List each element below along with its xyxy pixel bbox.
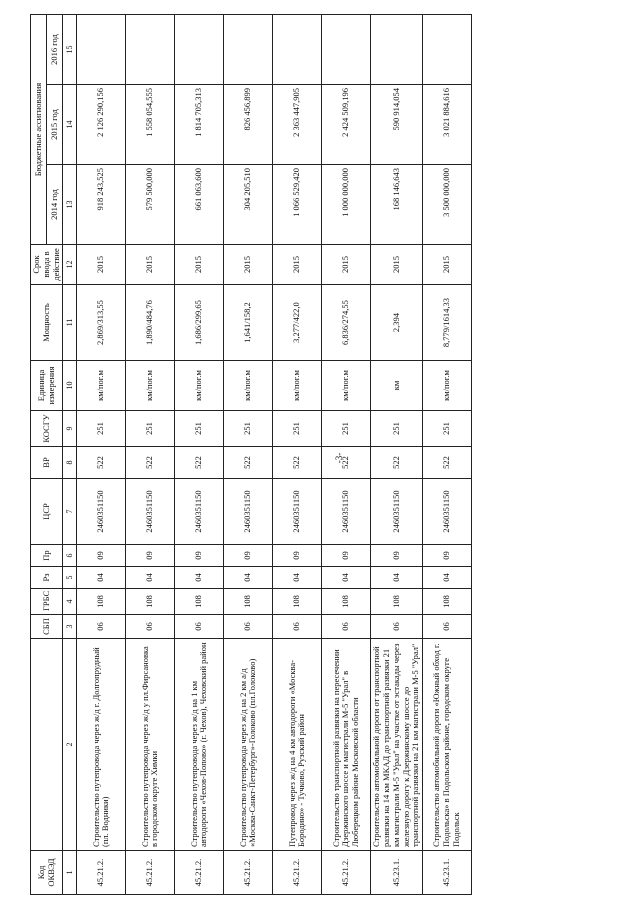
row-vr: 522 <box>423 447 472 479</box>
row-capacity: 1,890/484,76 <box>126 285 175 361</box>
column-index: 4 <box>63 589 77 615</box>
row-csr: 2460351150 <box>371 479 423 545</box>
row-budget-2014: 1 066 529,420 <box>273 165 322 245</box>
row-okved: 45.21.2. <box>175 851 224 895</box>
row-unit: км/пог.м <box>224 361 273 411</box>
row-name: Строительство путепровода через ж/д на 1 км автодороги «Чехов-Попово» (г. Чехов), Чеховский район <box>175 639 224 851</box>
row-unit: км/пог.м <box>175 361 224 411</box>
row-budget-2014: 3 500 000,000 <box>423 165 472 245</box>
header-vr: ВР <box>31 447 63 479</box>
row-grbs: 108 <box>371 589 423 615</box>
row-capacity: 2,869/313,55 <box>77 285 126 361</box>
row-name: Строительство путепровода через ж/д у пл.Фирсановка в городском округе Химки <box>126 639 175 851</box>
row-capacity: 1,686/299,65 <box>175 285 224 361</box>
row-name: Строительство автомобильной дороги от транспортной развязки на 14 км МКАД до транспортной развязки 21 км магистрали М-5 "Урал" на участке от эстакады через железную дорогу к Дзержинскому шоссе до транспортной развязки на 21 км магистрали М-5 "Урал" <box>371 639 423 851</box>
row-okved: 45.21.2. <box>273 851 322 895</box>
row-okved: 45.21.2. <box>77 851 126 895</box>
column-index: 8 <box>63 447 77 479</box>
row-name: Строительство автомобильной дороги «Южный обход г. Подольска» в Подольском районе, городском округе Подольск <box>423 639 472 851</box>
row-budget-2015: 1 558 054,555 <box>126 85 175 165</box>
row-sbp: 06 <box>126 615 175 639</box>
row-pr: 09 <box>224 545 273 567</box>
row-csr: 2460351150 <box>224 479 273 545</box>
row-capacity: 8,779/1614,33 <box>423 285 472 361</box>
row-capacity: 2,394 <box>371 285 423 361</box>
row-vr: 522 <box>224 447 273 479</box>
header-term: Срок ввода в действие <box>31 245 63 285</box>
table-row <box>273 14 322 894</box>
row-term: 2015 <box>322 245 371 285</box>
row-rz: 04 <box>322 567 371 589</box>
row-sbp: 06 <box>273 615 322 639</box>
row-pr: 09 <box>423 545 472 567</box>
row-csr: 2460351150 <box>273 479 322 545</box>
row-vr: 522 <box>126 447 175 479</box>
row-pr: 09 <box>322 545 371 567</box>
table-row <box>371 14 423 894</box>
row-unit: км/пог.м <box>423 361 472 411</box>
row-pr: 09 <box>273 545 322 567</box>
table-row <box>423 14 472 894</box>
column-index: 5 <box>63 567 77 589</box>
column-index: 6 <box>63 545 77 567</box>
row-term: 2015 <box>175 245 224 285</box>
row-vr: 522 <box>371 447 423 479</box>
rotated-table-container <box>30 15 520 895</box>
row-csr: 2460351150 <box>175 479 224 545</box>
header-grbs: ГРБС <box>31 589 63 615</box>
row-rz: 04 <box>77 567 126 589</box>
header-capacity: Мощность <box>31 285 63 361</box>
column-index: 13 <box>63 165 77 245</box>
row-budget-2014: 304 205,510 <box>224 165 273 245</box>
row-vr: 522 <box>77 447 126 479</box>
row-kosgu: 251 <box>371 411 423 447</box>
row-budget-2016 <box>273 14 322 84</box>
column-index-row <box>63 14 77 894</box>
row-grbs: 108 <box>322 589 371 615</box>
table-row <box>175 14 224 894</box>
row-budget-2015: 1 814 705,313 <box>175 85 224 165</box>
row-unit: км/пог.м <box>77 361 126 411</box>
row-budget-2015: 826 456,899 <box>224 85 273 165</box>
column-index: 7 <box>63 479 77 545</box>
row-csr: 2460351150 <box>423 479 472 545</box>
row-rz: 04 <box>371 567 423 589</box>
row-rz: 04 <box>126 567 175 589</box>
row-rz: 04 <box>224 567 273 589</box>
row-name: Строительство путепровода через ж/д г. Долгопрудный (пл. Водники) <box>77 639 126 851</box>
row-budget-2016 <box>175 14 224 84</box>
row-term: 2015 <box>77 245 126 285</box>
row-name: Путепровод через ж/д на 4 км автодороги «Москва-Бородино» - Тучково, Рузский район <box>273 639 322 851</box>
row-pr: 09 <box>175 545 224 567</box>
row-pr: 09 <box>77 545 126 567</box>
row-budget-2016 <box>371 14 423 84</box>
row-kosgu: 251 <box>77 411 126 447</box>
column-index: 9 <box>63 411 77 447</box>
table-row <box>322 14 371 894</box>
row-budget-2015: 2 424 509,196 <box>322 85 371 165</box>
row-term: 2015 <box>423 245 472 285</box>
row-kosgu: 251 <box>273 411 322 447</box>
row-rz: 04 <box>273 567 322 589</box>
row-capacity: 1,641/158,2 <box>224 285 273 361</box>
row-budget-2016 <box>77 14 126 84</box>
column-index: 15 <box>63 14 77 84</box>
row-pr: 09 <box>126 545 175 567</box>
row-kosgu: 251 <box>322 411 371 447</box>
investment-table <box>30 14 472 895</box>
row-budget-2015: 2 126 290,156 <box>77 85 126 165</box>
header-unit: Единица измерения <box>31 361 63 411</box>
column-index: 10 <box>63 361 77 411</box>
table-row <box>126 14 175 894</box>
row-budget-2016 <box>322 14 371 84</box>
row-okved: 45.23.1. <box>371 851 423 895</box>
header-rz: Рз <box>31 567 63 589</box>
row-grbs: 108 <box>77 589 126 615</box>
header-2014: 2014 год <box>47 165 63 245</box>
page-number: -3- <box>334 452 344 464</box>
row-capacity: 3,277/422,0 <box>273 285 322 361</box>
row-sbp: 06 <box>423 615 472 639</box>
row-grbs: 108 <box>224 589 273 615</box>
row-term: 2015 <box>224 245 273 285</box>
header-2015: 2015 год <box>47 85 63 165</box>
row-budget-2014: 918 243,525 <box>77 165 126 245</box>
row-grbs: 108 <box>126 589 175 615</box>
row-kosgu: 251 <box>224 411 273 447</box>
header-pr: Пр <box>31 545 63 567</box>
row-name: Строительство транспортной развязки на пересечении Дзержинского шоссе и магистрали М-5 "Урал" в Люберецком районе Московской области <box>322 639 371 851</box>
row-term: 2015 <box>126 245 175 285</box>
row-term: 2015 <box>371 245 423 285</box>
row-kosgu: 251 <box>423 411 472 447</box>
table-row <box>224 14 273 894</box>
row-csr: 2460351150 <box>322 479 371 545</box>
header-sbp: СБП <box>31 615 63 639</box>
row-budget-2014: 661 063,600 <box>175 165 224 245</box>
row-budget-2015: 2 363 447,905 <box>273 85 322 165</box>
row-grbs: 108 <box>273 589 322 615</box>
row-unit: км/пог.м <box>126 361 175 411</box>
column-index: 14 <box>63 85 77 165</box>
row-vr: 522 <box>175 447 224 479</box>
row-okved: 45.21.2. <box>224 851 273 895</box>
column-index: 2 <box>63 639 77 851</box>
row-unit: км <box>371 361 423 411</box>
row-vr: 522 <box>322 447 371 479</box>
row-budget-2015: 590 914,054 <box>371 85 423 165</box>
column-index: 11 <box>63 285 77 361</box>
row-budget-2016 <box>423 14 472 84</box>
row-budget-2014: 579 500,000 <box>126 165 175 245</box>
row-csr: 2460351150 <box>126 479 175 545</box>
row-budget-2016 <box>126 14 175 84</box>
row-budget-2015: 3 021 884,616 <box>423 85 472 165</box>
row-name: Строительство путепровода через ж/д на 2 км а/д «Москва-Санкт-Петербург»-Голоково (пл.Голоково) <box>224 639 273 851</box>
row-sbp: 06 <box>322 615 371 639</box>
header-budget: Бюджетные ассигнования <box>31 14 47 244</box>
row-budget-2014: 168 146,643 <box>371 165 423 245</box>
row-okved: 45.23.1. <box>423 851 472 895</box>
table-row <box>77 14 126 894</box>
header-okved: Код ОКВЭД <box>31 851 63 895</box>
header-2016: 2016 год <box>47 14 63 84</box>
row-term: 2015 <box>273 245 322 285</box>
row-capacity: 6,836/274,55 <box>322 285 371 361</box>
row-okved: 45.21.2. <box>126 851 175 895</box>
column-index: 1 <box>63 851 77 895</box>
row-vr: 522 <box>273 447 322 479</box>
row-csr: 2460351150 <box>77 479 126 545</box>
row-kosgu: 251 <box>175 411 224 447</box>
header-csr: ЦСР <box>31 479 63 545</box>
row-rz: 04 <box>423 567 472 589</box>
row-unit: км/пог.м <box>273 361 322 411</box>
row-sbp: 06 <box>77 615 126 639</box>
column-index: 12 <box>63 245 77 285</box>
column-index: 3 <box>63 615 77 639</box>
row-sbp: 06 <box>224 615 273 639</box>
header-kosgu: КОСГУ <box>31 411 63 447</box>
row-kosgu: 251 <box>126 411 175 447</box>
row-budget-2016 <box>224 14 273 84</box>
header-name <box>31 639 63 851</box>
row-pr: 09 <box>371 545 423 567</box>
row-unit: км/пог.м <box>322 361 371 411</box>
row-rz: 04 <box>175 567 224 589</box>
row-grbs: 108 <box>175 589 224 615</box>
row-budget-2014: 1 000 000,000 <box>322 165 371 245</box>
row-okved: 45.21.2. <box>322 851 371 895</box>
row-sbp: 06 <box>371 615 423 639</box>
row-sbp: 06 <box>175 615 224 639</box>
row-grbs: 108 <box>423 589 472 615</box>
